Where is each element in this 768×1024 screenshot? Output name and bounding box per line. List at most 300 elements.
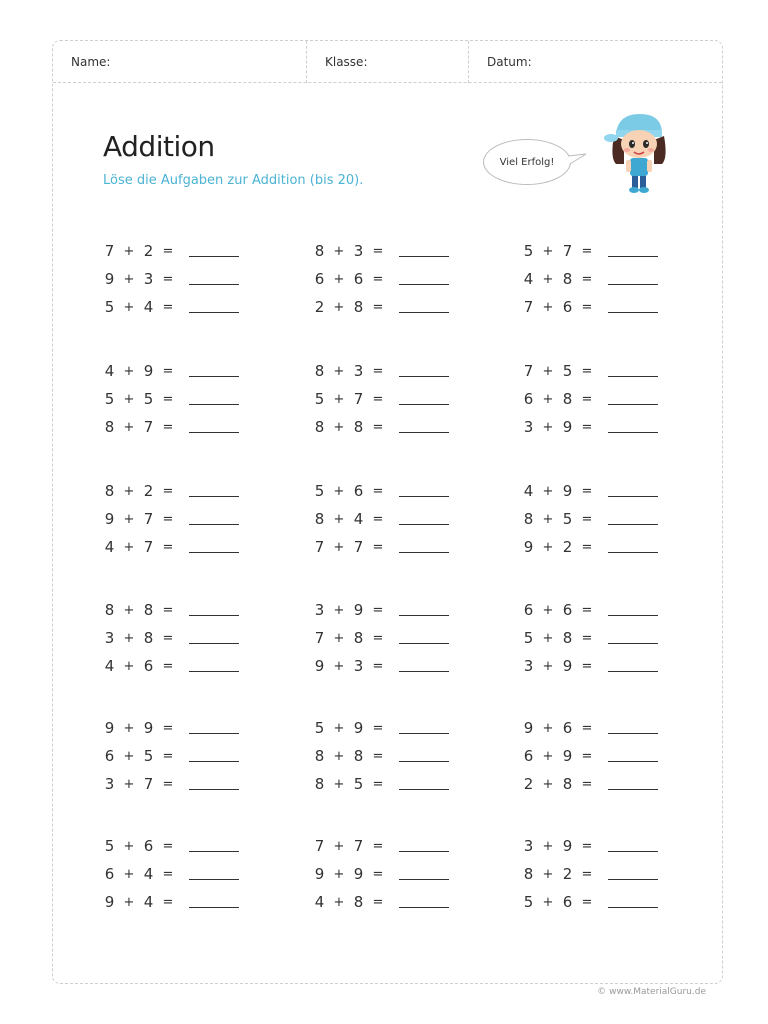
addend-a: 6 xyxy=(523,747,534,765)
date-label: Datum: xyxy=(487,55,532,69)
addend-a: 3 xyxy=(104,775,115,793)
answer-line[interactable] xyxy=(399,643,449,644)
addition-exercise xyxy=(103,864,239,884)
answer-line[interactable] xyxy=(399,376,449,377)
addend-a: 5 xyxy=(104,837,115,855)
addend-a: 9 xyxy=(104,893,115,911)
equals-sign: = xyxy=(581,748,593,764)
addition-exercise xyxy=(522,656,658,676)
plus-sign: + xyxy=(123,243,135,259)
girl-with-cap-icon xyxy=(604,110,674,196)
addend-b: 2 xyxy=(562,538,573,556)
equals-sign: = xyxy=(162,539,174,555)
answer-line[interactable] xyxy=(399,789,449,790)
answer-line[interactable] xyxy=(608,789,658,790)
addition-exercise xyxy=(103,361,239,381)
equals-sign: = xyxy=(162,363,174,379)
answer-line[interactable] xyxy=(399,496,449,497)
equals-sign: = xyxy=(372,391,384,407)
addition-exercise xyxy=(103,509,239,529)
answer-line[interactable] xyxy=(399,761,449,762)
answer-line[interactable] xyxy=(189,789,239,790)
plus-sign: + xyxy=(542,243,554,259)
addition-exercise xyxy=(522,417,658,437)
plus-sign: + xyxy=(542,630,554,646)
plus-sign: + xyxy=(123,539,135,555)
equals-sign: = xyxy=(162,748,174,764)
addend-b: 8 xyxy=(143,601,154,619)
addend-a: 6 xyxy=(104,865,115,883)
plus-sign: + xyxy=(123,363,135,379)
class-field[interactable] xyxy=(307,41,469,83)
addition-exercise xyxy=(313,718,449,738)
equals-sign: = xyxy=(372,720,384,736)
addend-b: 8 xyxy=(353,629,364,647)
equals-sign: = xyxy=(162,419,174,435)
plus-sign: + xyxy=(333,363,345,379)
equals-sign: = xyxy=(581,866,593,882)
addend-b: 9 xyxy=(562,657,573,675)
addend-a: 8 xyxy=(314,362,325,380)
addend-b: 3 xyxy=(353,242,364,260)
answer-line[interactable] xyxy=(399,524,449,525)
plus-sign: + xyxy=(542,511,554,527)
answer-line[interactable] xyxy=(189,851,239,852)
plus-sign: + xyxy=(123,748,135,764)
addend-a: 5 xyxy=(104,390,115,408)
addition-exercise xyxy=(313,361,449,381)
plus-sign: + xyxy=(123,658,135,674)
speech-bubble-text: Viel Erfolg! xyxy=(499,156,555,168)
addition-exercise xyxy=(313,746,449,766)
addend-b: 8 xyxy=(562,390,573,408)
equals-sign: = xyxy=(372,748,384,764)
addition-exercise xyxy=(313,389,449,409)
addend-a: 9 xyxy=(314,865,325,883)
addition-exercise xyxy=(522,892,658,912)
equals-sign: = xyxy=(372,419,384,435)
equals-sign: = xyxy=(162,658,174,674)
equals-sign: = xyxy=(162,602,174,618)
answer-line[interactable] xyxy=(399,284,449,285)
plus-sign: + xyxy=(123,866,135,882)
addend-a: 3 xyxy=(104,629,115,647)
copyright: © www.MaterialGuru.de xyxy=(597,987,706,997)
equals-sign: = xyxy=(162,271,174,287)
answer-line[interactable] xyxy=(399,907,449,908)
plus-sign: + xyxy=(333,243,345,259)
addend-a: 5 xyxy=(314,390,325,408)
equals-sign: = xyxy=(372,363,384,379)
equals-sign: = xyxy=(372,299,384,315)
answer-line[interactable] xyxy=(399,404,449,405)
plus-sign: + xyxy=(542,776,554,792)
addition-exercise xyxy=(313,600,449,620)
addend-b: 8 xyxy=(562,270,573,288)
addend-a: 8 xyxy=(523,510,534,528)
answer-line[interactable] xyxy=(189,404,239,405)
plus-sign: + xyxy=(542,419,554,435)
addend-a: 7 xyxy=(523,298,534,316)
addend-a: 7 xyxy=(104,242,115,260)
equals-sign: = xyxy=(372,658,384,674)
addend-a: 8 xyxy=(104,482,115,500)
addend-a: 4 xyxy=(523,482,534,500)
addend-a: 3 xyxy=(523,657,534,675)
equals-sign: = xyxy=(162,894,174,910)
answer-line[interactable] xyxy=(189,432,239,433)
equals-sign: = xyxy=(581,838,593,854)
plus-sign: + xyxy=(542,391,554,407)
answer-line[interactable] xyxy=(608,615,658,616)
plus-sign: + xyxy=(123,720,135,736)
answer-line[interactable] xyxy=(189,496,239,497)
addend-b: 5 xyxy=(562,362,573,380)
addend-a: 5 xyxy=(314,719,325,737)
addend-a: 5 xyxy=(523,242,534,260)
class-label: Klasse: xyxy=(325,55,368,69)
addend-a: 6 xyxy=(523,390,534,408)
addition-exercise xyxy=(522,509,658,529)
equals-sign: = xyxy=(581,630,593,646)
equals-sign: = xyxy=(162,720,174,736)
addend-b: 8 xyxy=(353,298,364,316)
answer-line[interactable] xyxy=(189,376,239,377)
addend-a: 2 xyxy=(523,775,534,793)
answer-line[interactable] xyxy=(189,284,239,285)
addition-exercise xyxy=(103,417,239,437)
addend-b: 7 xyxy=(562,242,573,260)
answer-line[interactable] xyxy=(608,761,658,762)
addition-exercise xyxy=(313,628,449,648)
addend-b: 8 xyxy=(353,418,364,436)
page-title: Addition xyxy=(103,130,215,163)
answer-line[interactable] xyxy=(608,552,658,553)
addend-a: 4 xyxy=(104,538,115,556)
plus-sign: + xyxy=(333,483,345,499)
addend-b: 6 xyxy=(353,482,364,500)
addend-a: 9 xyxy=(104,719,115,737)
addend-a: 4 xyxy=(104,362,115,380)
answer-line[interactable] xyxy=(608,907,658,908)
addend-b: 6 xyxy=(562,298,573,316)
date-field[interactable] xyxy=(469,41,724,83)
equals-sign: = xyxy=(581,363,593,379)
addend-b: 5 xyxy=(143,747,154,765)
plus-sign: + xyxy=(542,894,554,910)
addend-b: 6 xyxy=(562,893,573,911)
addend-b: 5 xyxy=(562,510,573,528)
addition-exercise xyxy=(103,836,239,856)
addition-exercise xyxy=(103,600,239,620)
addend-b: 7 xyxy=(143,418,154,436)
equals-sign: = xyxy=(581,602,593,618)
addition-exercise xyxy=(522,241,658,261)
equals-sign: = xyxy=(372,271,384,287)
addend-b: 5 xyxy=(353,775,364,793)
addition-exercise xyxy=(103,746,239,766)
plus-sign: + xyxy=(542,720,554,736)
addend-a: 7 xyxy=(523,362,534,380)
answer-line[interactable] xyxy=(608,256,658,257)
equals-sign: = xyxy=(162,838,174,854)
addend-b: 9 xyxy=(562,747,573,765)
answer-line[interactable] xyxy=(608,851,658,852)
answer-line[interactable] xyxy=(399,615,449,616)
answer-line[interactable] xyxy=(399,851,449,852)
answer-line[interactable] xyxy=(608,284,658,285)
equals-sign: = xyxy=(372,894,384,910)
addition-exercise xyxy=(313,864,449,884)
addition-exercise xyxy=(522,718,658,738)
plus-sign: + xyxy=(333,299,345,315)
addition-exercise xyxy=(313,509,449,529)
plus-sign: + xyxy=(542,271,554,287)
addend-b: 9 xyxy=(562,418,573,436)
answer-line[interactable] xyxy=(189,312,239,313)
addend-b: 9 xyxy=(143,719,154,737)
addend-b: 9 xyxy=(143,362,154,380)
equals-sign: = xyxy=(372,511,384,527)
answer-line[interactable] xyxy=(399,879,449,880)
addend-a: 8 xyxy=(104,418,115,436)
answer-line[interactable] xyxy=(608,404,658,405)
addition-exercise xyxy=(103,656,239,676)
answer-line[interactable] xyxy=(189,643,239,644)
addend-a: 8 xyxy=(314,747,325,765)
plus-sign: + xyxy=(542,363,554,379)
plus-sign: + xyxy=(333,271,345,287)
addition-exercise xyxy=(313,892,449,912)
addend-b: 6 xyxy=(353,270,364,288)
addend-b: 9 xyxy=(562,837,573,855)
plus-sign: + xyxy=(123,894,135,910)
addition-exercise xyxy=(103,297,239,317)
addition-exercise xyxy=(313,297,449,317)
answer-line[interactable] xyxy=(608,524,658,525)
addend-b: 3 xyxy=(353,657,364,675)
plus-sign: + xyxy=(123,271,135,287)
addition-exercise xyxy=(103,774,239,794)
addend-a: 4 xyxy=(314,893,325,911)
addend-a: 8 xyxy=(104,601,115,619)
addend-a: 5 xyxy=(523,629,534,647)
equals-sign: = xyxy=(162,630,174,646)
plus-sign: + xyxy=(333,539,345,555)
addend-b: 4 xyxy=(353,510,364,528)
equals-sign: = xyxy=(581,419,593,435)
plus-sign: + xyxy=(333,720,345,736)
plus-sign: + xyxy=(333,776,345,792)
plus-sign: + xyxy=(123,483,135,499)
equals-sign: = xyxy=(581,658,593,674)
addend-b: 4 xyxy=(143,298,154,316)
answer-line[interactable] xyxy=(399,432,449,433)
addend-b: 9 xyxy=(562,482,573,500)
answer-line[interactable] xyxy=(608,432,658,433)
plus-sign: + xyxy=(333,838,345,854)
addend-a: 5 xyxy=(104,298,115,316)
equals-sign: = xyxy=(372,776,384,792)
plus-sign: + xyxy=(333,866,345,882)
addition-exercise xyxy=(103,892,239,912)
name-label: Name: xyxy=(71,55,111,69)
answer-line[interactable] xyxy=(189,733,239,734)
plus-sign: + xyxy=(123,511,135,527)
equals-sign: = xyxy=(581,391,593,407)
addend-b: 5 xyxy=(143,390,154,408)
addition-exercise xyxy=(103,241,239,261)
answer-line[interactable] xyxy=(608,496,658,497)
addend-a: 9 xyxy=(523,719,534,737)
answer-line[interactable] xyxy=(399,552,449,553)
answer-line[interactable] xyxy=(608,312,658,313)
answer-line[interactable] xyxy=(399,256,449,257)
equals-sign: = xyxy=(162,866,174,882)
addend-b: 7 xyxy=(143,510,154,528)
equals-sign: = xyxy=(372,630,384,646)
plus-sign: + xyxy=(333,658,345,674)
addend-a: 7 xyxy=(314,629,325,647)
addend-b: 2 xyxy=(143,482,154,500)
addend-b: 3 xyxy=(353,362,364,380)
addition-exercise xyxy=(313,269,449,289)
plus-sign: + xyxy=(542,602,554,618)
header-row xyxy=(53,41,722,83)
answer-line[interactable] xyxy=(189,671,239,672)
plus-sign: + xyxy=(333,602,345,618)
answer-line[interactable] xyxy=(189,256,239,257)
addition-exercise xyxy=(522,297,658,317)
equals-sign: = xyxy=(372,243,384,259)
addend-b: 8 xyxy=(143,629,154,647)
plus-sign: + xyxy=(123,419,135,435)
equals-sign: = xyxy=(581,720,593,736)
equals-sign: = xyxy=(372,838,384,854)
speech-bubble-tail xyxy=(568,152,588,168)
addend-b: 8 xyxy=(353,893,364,911)
plus-sign: + xyxy=(542,299,554,315)
addition-exercise xyxy=(103,269,239,289)
addend-a: 5 xyxy=(314,482,325,500)
plus-sign: + xyxy=(123,391,135,407)
equals-sign: = xyxy=(581,483,593,499)
addition-exercise xyxy=(103,537,239,557)
addition-exercise xyxy=(313,656,449,676)
addend-b: 9 xyxy=(353,719,364,737)
addend-a: 7 xyxy=(314,538,325,556)
answer-line[interactable] xyxy=(189,615,239,616)
addition-exercise xyxy=(522,746,658,766)
equals-sign: = xyxy=(162,511,174,527)
plus-sign: + xyxy=(542,748,554,764)
addend-b: 7 xyxy=(353,390,364,408)
addend-b: 9 xyxy=(353,865,364,883)
addition-exercise xyxy=(522,361,658,381)
addend-a: 6 xyxy=(314,270,325,288)
equals-sign: = xyxy=(372,602,384,618)
equals-sign: = xyxy=(581,299,593,315)
addend-b: 7 xyxy=(353,538,364,556)
addend-a: 8 xyxy=(314,418,325,436)
answer-line[interactable] xyxy=(399,312,449,313)
addend-a: 3 xyxy=(523,837,534,855)
addend-b: 7 xyxy=(143,775,154,793)
addend-a: 4 xyxy=(523,270,534,288)
plus-sign: + xyxy=(542,866,554,882)
addend-a: 5 xyxy=(523,893,534,911)
addition-exercise xyxy=(522,836,658,856)
addend-b: 8 xyxy=(562,775,573,793)
answer-line[interactable] xyxy=(189,552,239,553)
addend-a: 6 xyxy=(523,601,534,619)
plus-sign: + xyxy=(123,602,135,618)
equals-sign: = xyxy=(372,866,384,882)
addition-exercise xyxy=(313,481,449,501)
addend-a: 7 xyxy=(314,837,325,855)
addend-b: 2 xyxy=(143,242,154,260)
equals-sign: = xyxy=(581,894,593,910)
addition-exercise xyxy=(313,417,449,437)
answer-line[interactable] xyxy=(189,524,239,525)
addend-a: 8 xyxy=(314,775,325,793)
plus-sign: + xyxy=(542,483,554,499)
addition-exercise xyxy=(522,864,658,884)
addend-a: 9 xyxy=(104,510,115,528)
addend-b: 4 xyxy=(143,893,154,911)
equals-sign: = xyxy=(162,243,174,259)
addend-a: 9 xyxy=(314,657,325,675)
equals-sign: = xyxy=(581,511,593,527)
equals-sign: = xyxy=(581,271,593,287)
equals-sign: = xyxy=(581,776,593,792)
equals-sign: = xyxy=(581,243,593,259)
equals-sign: = xyxy=(581,539,593,555)
addend-a: 3 xyxy=(523,418,534,436)
addend-a: 9 xyxy=(523,538,534,556)
addend-b: 7 xyxy=(143,538,154,556)
addition-exercise xyxy=(313,836,449,856)
addend-b: 2 xyxy=(562,865,573,883)
addend-b: 7 xyxy=(353,837,364,855)
addition-exercise xyxy=(313,241,449,261)
answer-line[interactable] xyxy=(608,733,658,734)
plus-sign: + xyxy=(333,748,345,764)
answer-line[interactable] xyxy=(399,671,449,672)
answer-line[interactable] xyxy=(608,879,658,880)
addend-a: 8 xyxy=(523,865,534,883)
equals-sign: = xyxy=(372,539,384,555)
addition-exercise xyxy=(103,389,239,409)
answer-line[interactable] xyxy=(189,907,239,908)
plus-sign: + xyxy=(123,776,135,792)
addend-b: 3 xyxy=(143,270,154,288)
addition-exercise xyxy=(522,537,658,557)
answer-line[interactable] xyxy=(608,671,658,672)
plus-sign: + xyxy=(542,539,554,555)
answer-line[interactable] xyxy=(399,733,449,734)
name-field[interactable] xyxy=(53,41,307,83)
addend-b: 6 xyxy=(562,601,573,619)
answer-line[interactable] xyxy=(608,376,658,377)
plus-sign: + xyxy=(123,838,135,854)
answer-line[interactable] xyxy=(189,879,239,880)
addition-exercise xyxy=(522,600,658,620)
plus-sign: + xyxy=(333,511,345,527)
answer-line[interactable] xyxy=(608,643,658,644)
addend-a: 6 xyxy=(104,747,115,765)
answer-line[interactable] xyxy=(189,761,239,762)
